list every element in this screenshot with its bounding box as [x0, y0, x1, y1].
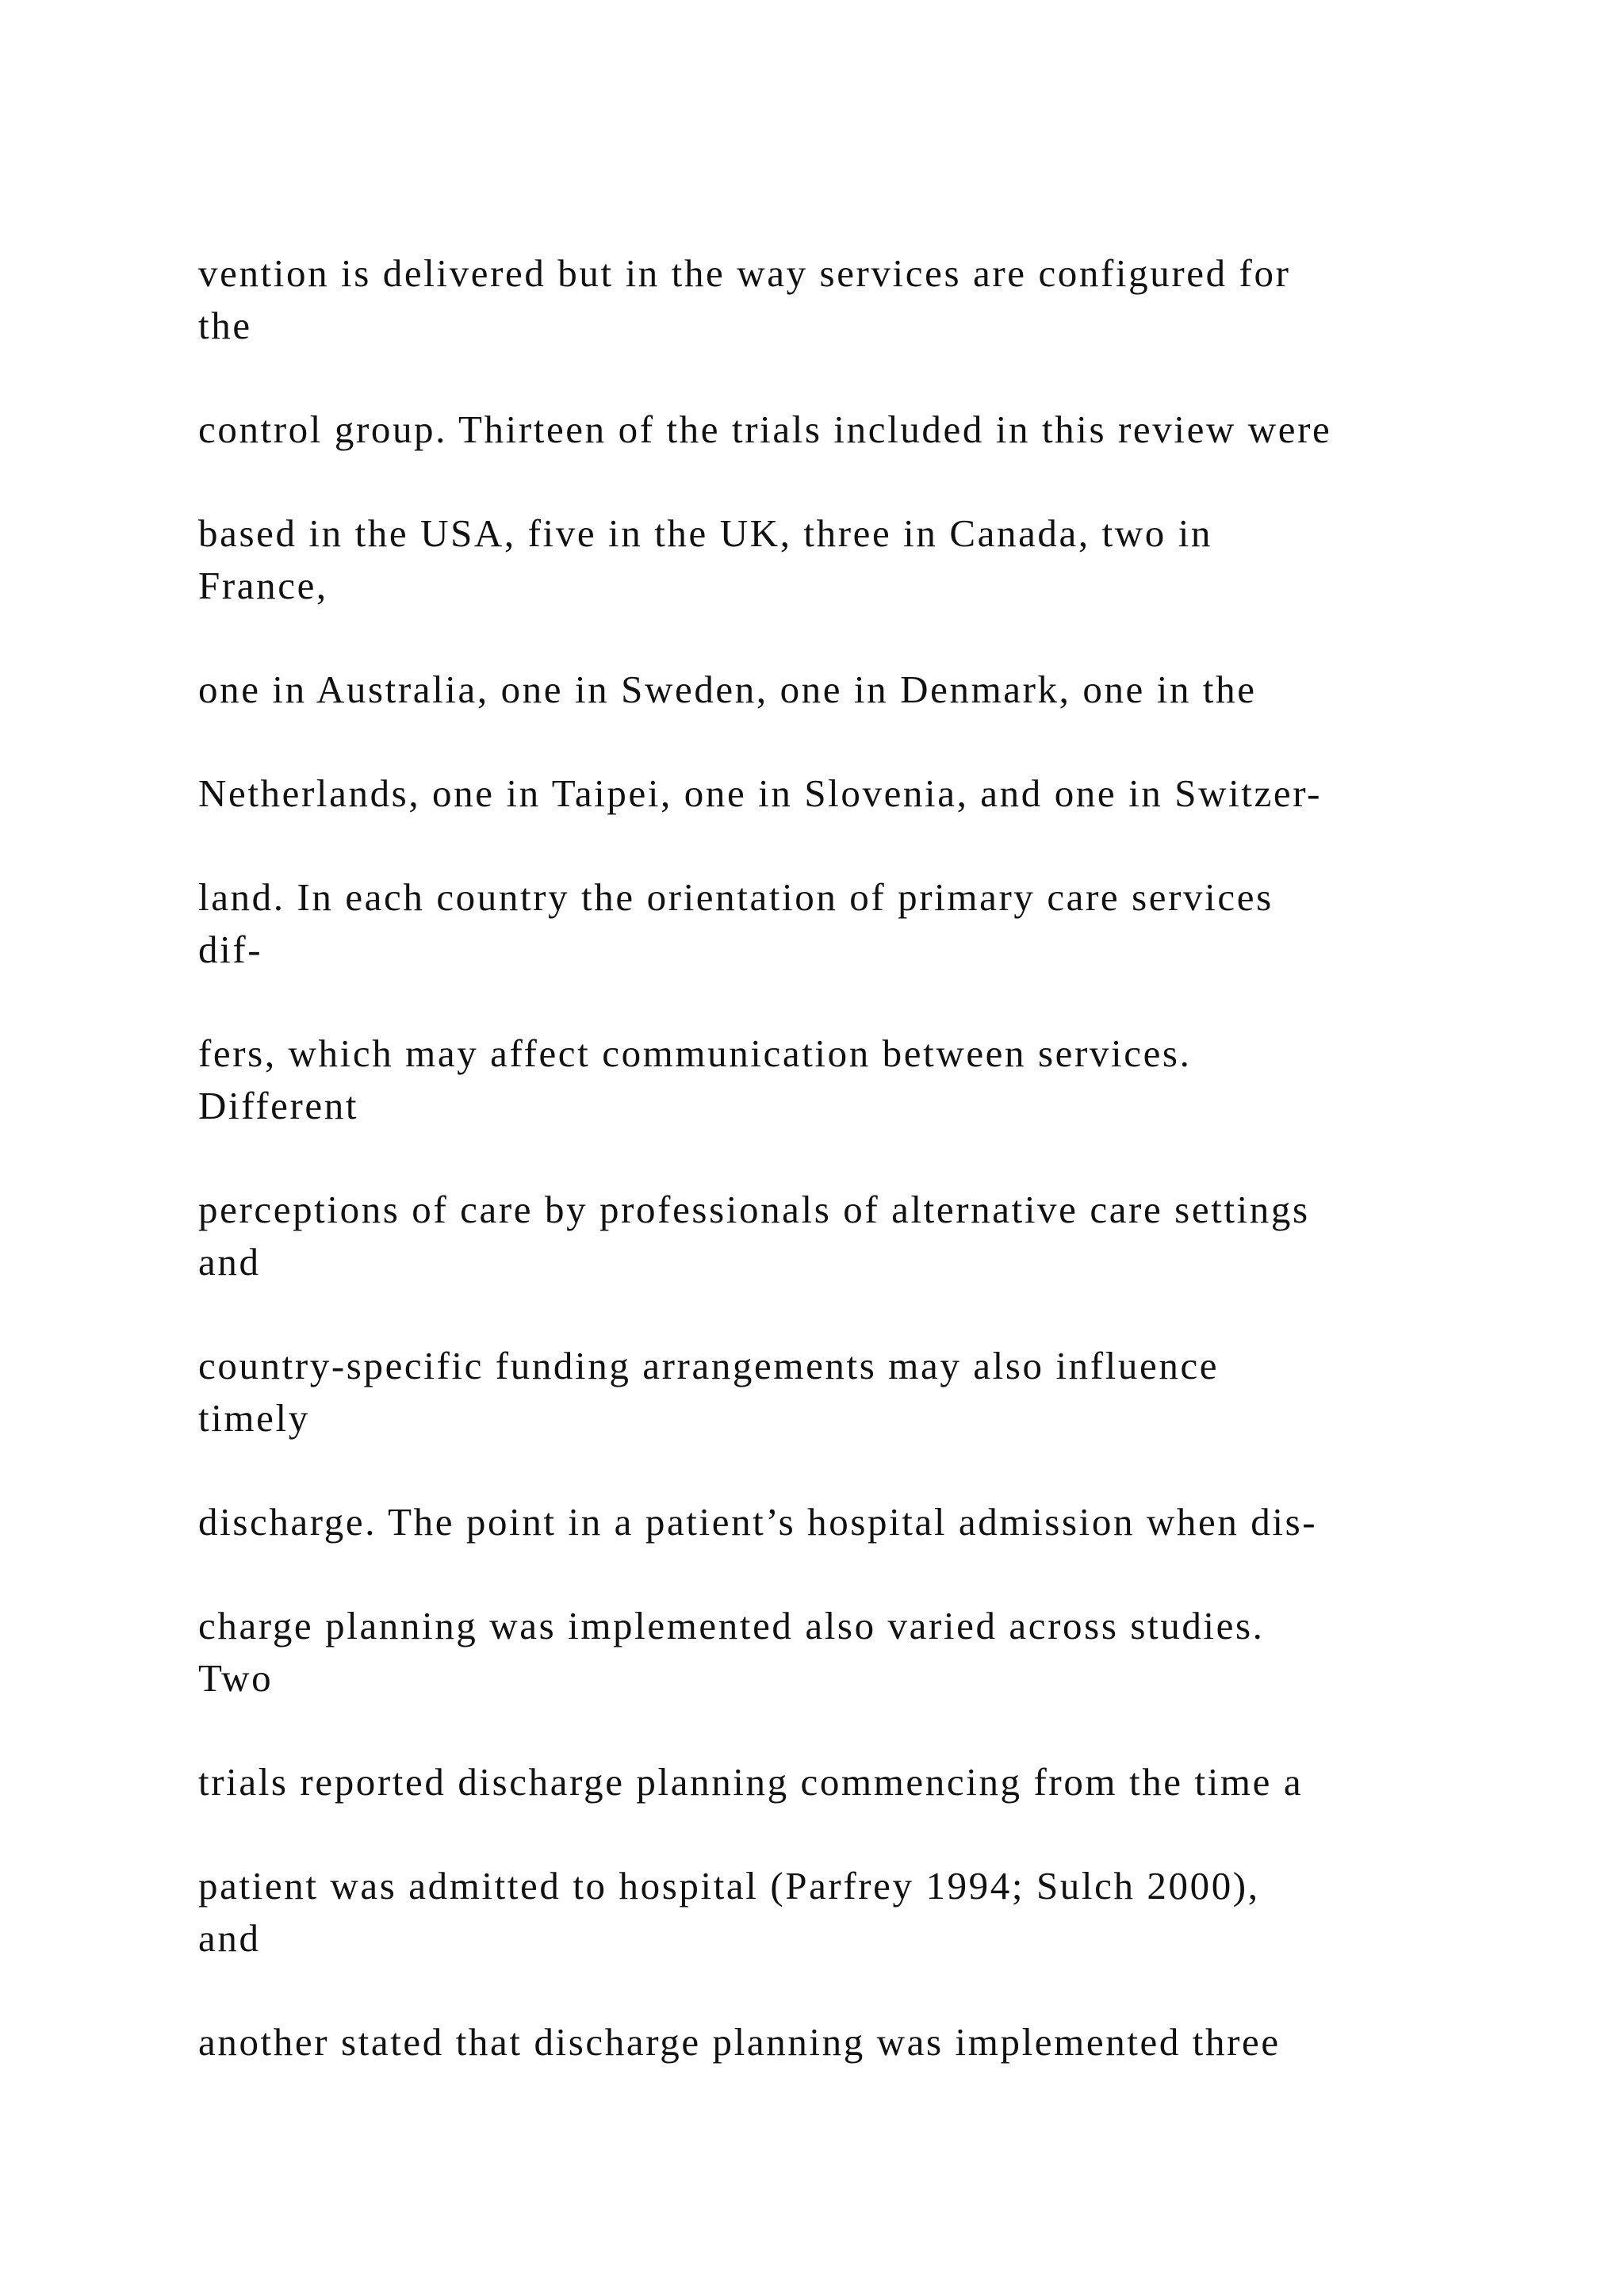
paragraph: [198, 1184, 1515, 1288]
text-line: control group. Thirteen of the trials included in this review were: [198, 408, 1332, 451]
paragraph: [198, 507, 1515, 612]
paragraph: [198, 247, 1515, 352]
paragraph: [198, 1860, 1515, 1965]
text-line: the: [198, 304, 252, 347]
text-line: trials reported discharge planning commencing from the time a: [198, 1760, 1304, 1804]
paragraph: [198, 871, 1515, 976]
paragraph: [198, 404, 1515, 456]
text-line: charge planning was implemented also varied across studies.: [198, 1604, 1265, 1647]
text-line: Netherlands, one in Taipei, one in Slovenia, and one in Switzer-: [198, 771, 1323, 815]
text-line: and: [198, 1240, 261, 1284]
text-line: discharge. The point in a patient’s hospital admission when dis-: [198, 1500, 1318, 1544]
text-line: Different: [198, 1084, 359, 1127]
paragraph: [198, 2016, 1515, 2068]
body-text: [198, 247, 1515, 2120]
text-line: fers, which may affect communication between services.: [198, 1031, 1192, 1075]
text-line: timely: [198, 1396, 310, 1440]
paragraph: [198, 1027, 1515, 1132]
text-line: another stated that discharge planning was implemented three: [198, 2020, 1281, 2064]
text-line: perceptions of care by professionals of alternative care settings: [198, 1188, 1310, 1231]
text-line: Two: [198, 1656, 274, 1700]
text-line: patient was admitted to hospital (Parfrey 1994; Sulch 2000),: [198, 1864, 1260, 1908]
text-line: France,: [198, 564, 328, 607]
paragraph: [198, 664, 1515, 716]
text-line: and: [198, 1916, 261, 1960]
text-line: one in Australia, one in Sweden, one in Denmark, one in the: [198, 668, 1257, 711]
text-line: based in the USA, five in the UK, three in Canada, two in: [198, 511, 1213, 555]
paragraph: [198, 1340, 1515, 1445]
paragraph: [198, 1756, 1515, 1808]
text-line: vention is delivered but in the way services are configured for: [198, 251, 1291, 295]
text-line: land. In each country the orientation of primary care services: [198, 875, 1274, 919]
text-line: country-specific funding arrangements may also influence: [198, 1344, 1220, 1387]
paragraph: [198, 767, 1515, 820]
paragraph: [198, 1496, 1515, 1548]
text-line: dif-: [198, 928, 263, 971]
paragraph: [198, 1600, 1515, 1705]
